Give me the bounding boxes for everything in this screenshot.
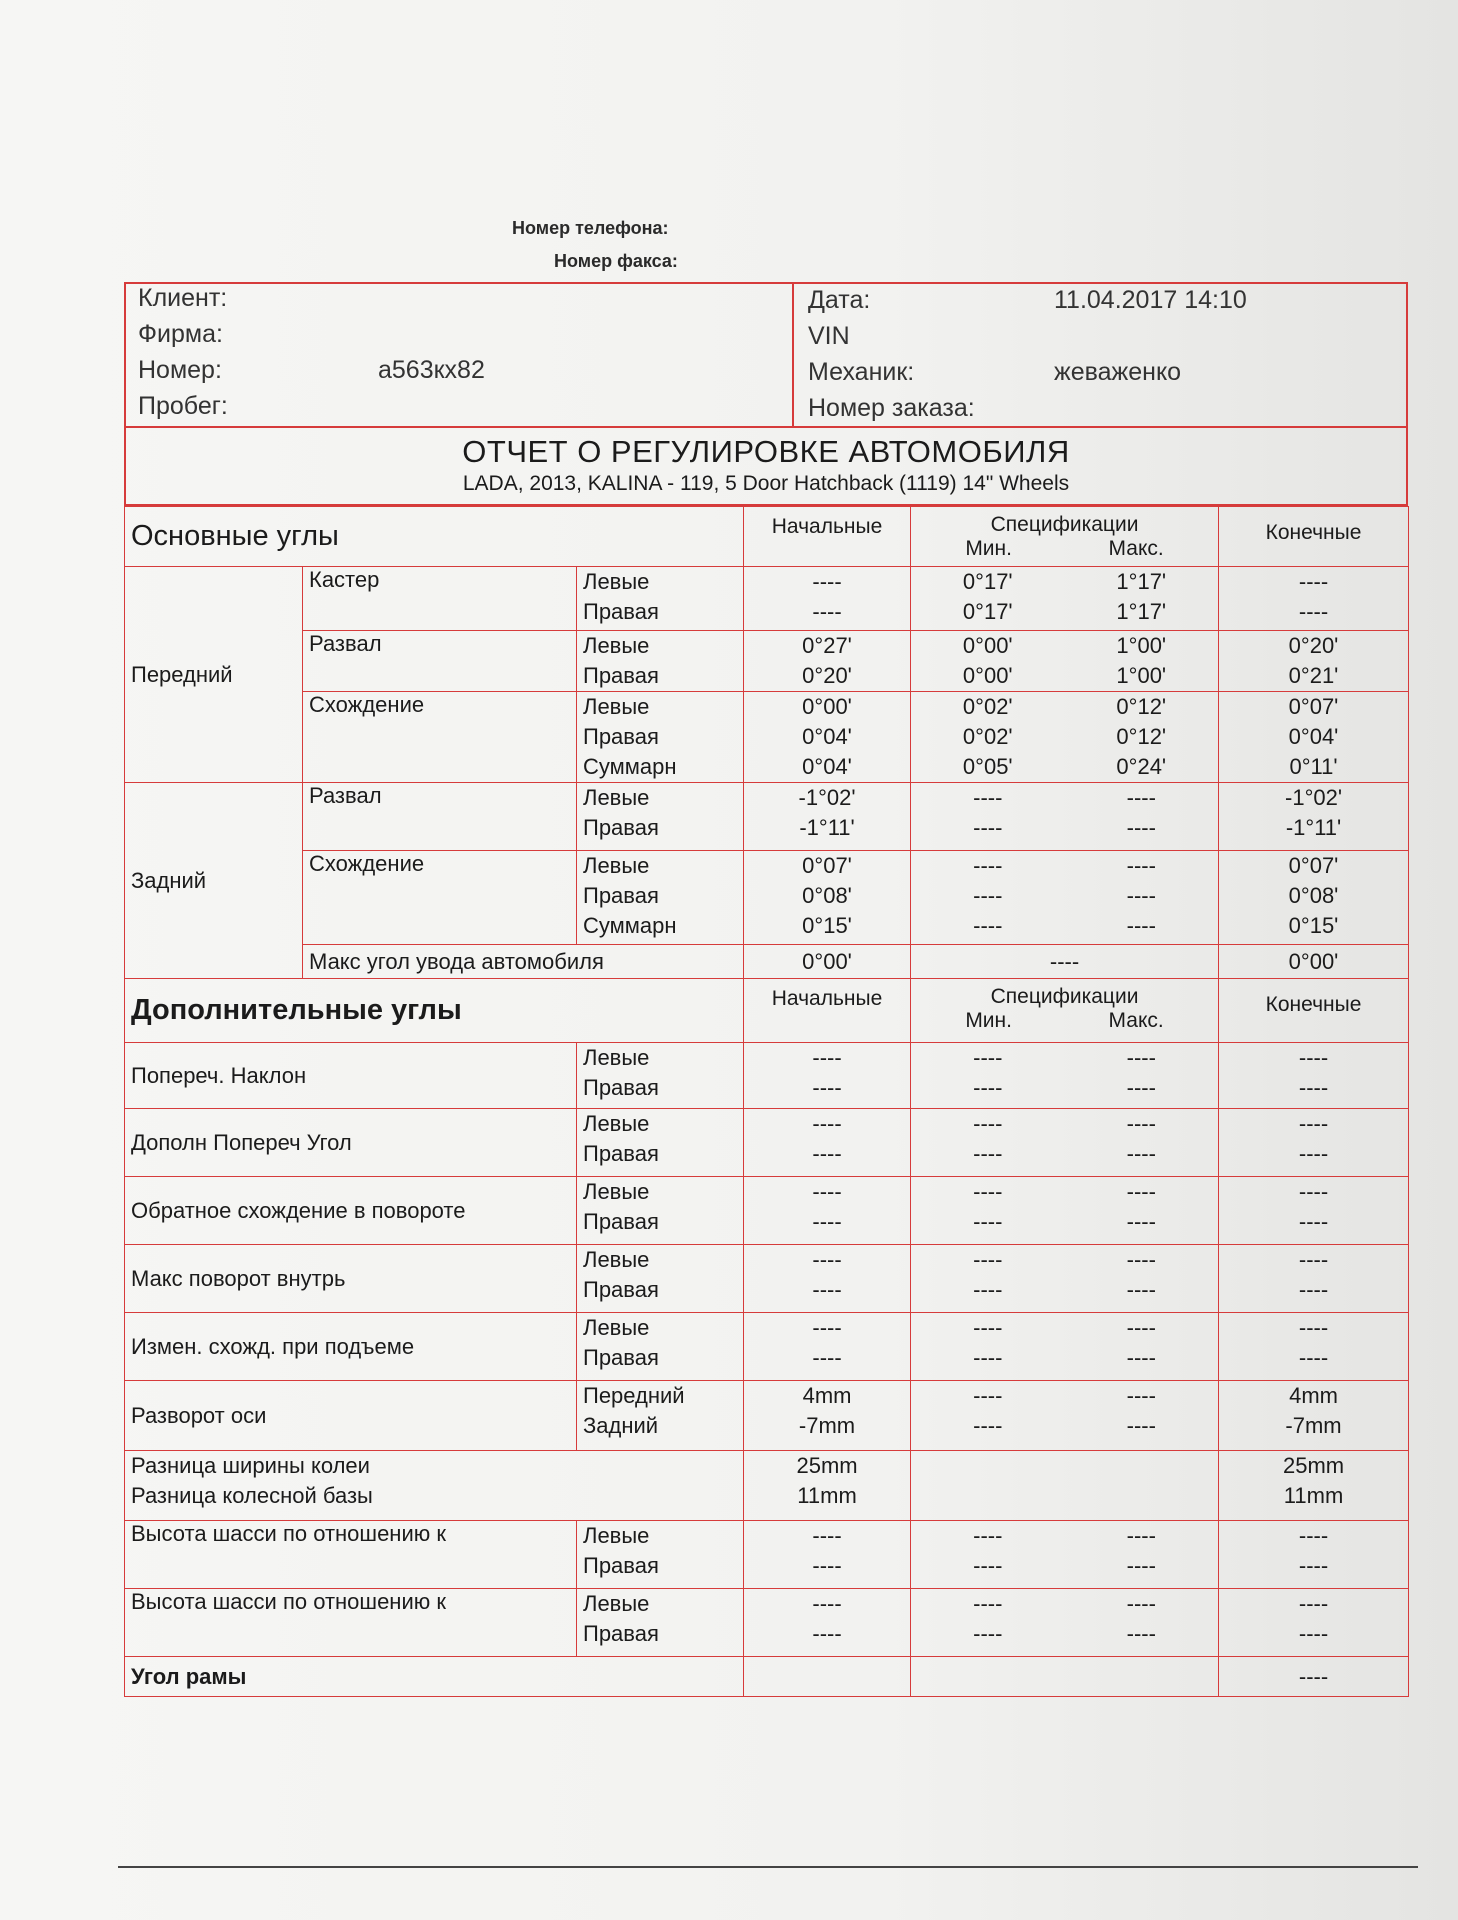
value: 11mm [797,1483,857,1508]
extra-row-sides [577,1177,744,1245]
value: -1°11' [1285,815,1342,840]
main-section-title: Основные углы [125,507,744,567]
value: ---- [1126,1179,1156,1204]
extra-section-title: Дополнительные углы [125,979,744,1043]
value: 0°07' [1288,694,1339,719]
value: ---- [1126,1277,1156,1302]
firm-label: Фирма: [138,320,223,348]
extra-row-min [911,1313,1065,1381]
value: ---- [973,1247,1003,1272]
value: -1°11' [799,815,855,840]
main-col-spec [911,507,1219,567]
value: 1°17' [1116,599,1167,624]
extra-row-min [911,1245,1065,1313]
value: ---- [812,1111,842,1136]
value: 0°15' [1288,913,1339,938]
date-label: Дата: [808,286,871,314]
camber-rear-max [1065,783,1219,851]
main-header-row [125,507,1409,567]
side-left: Левые [583,1045,650,1070]
toe-front-name [303,692,577,783]
side-left: Левые [583,1247,650,1272]
value: 0°27' [802,633,852,658]
side-left: Левые [583,1315,650,1340]
side-left: Левые [583,1591,650,1616]
track-wheelbase-final [1219,1451,1409,1521]
toe-rear-final [1219,851,1409,945]
value: -7mm [1285,1413,1342,1438]
report-title-box [124,428,1408,506]
toe-rear-init [744,851,911,945]
value: ---- [1298,1209,1329,1234]
main-col-final: Конечные [1219,507,1409,567]
side-left: Левые [583,1523,650,1548]
axle-offset-init [744,1381,911,1451]
caster-min [911,567,1065,631]
chassis-height-max-1 [1065,1521,1219,1589]
value: 0°20' [802,663,852,688]
axle-rear: Задний [583,1413,659,1438]
extra-row-final [1219,1245,1409,1313]
extra-spec-label: Спецификации [990,985,1139,1008]
date-value: 11.04.2017 14:10 [1054,286,1247,314]
extra-spec-max: Макс. [1108,1009,1164,1032]
report-subtitle: LADA, 2013, KALINA - 119, 5 Door Hatchback (1119) 14" Wheels [462,472,1070,495]
value: 0°04' [1288,724,1339,749]
main-spec-min: Мин. [965,537,1012,560]
value: ---- [1126,1413,1156,1438]
value: 0°00' [962,633,1013,658]
value: ---- [1126,1383,1156,1408]
camber-rear-row [125,783,1409,851]
value: ---- [973,1141,1003,1166]
value: ---- [1298,1247,1329,1272]
extra-row [125,1245,1409,1313]
camber-rear-final [1219,783,1409,851]
camber-rear-init [744,783,911,851]
value: ---- [973,1413,1003,1438]
chassis-height-row-1 [125,1521,1409,1589]
side-left: Левые [583,633,650,658]
value: ---- [973,785,1003,810]
value: ---- [1298,1111,1329,1136]
extra-row-min [911,1109,1065,1177]
alignment-table [124,506,1409,1697]
value: ---- [973,1111,1003,1136]
extra-row-max [1065,1043,1219,1109]
value: 0°08' [1288,883,1339,908]
extra-row-init [744,1109,911,1177]
side-right: Правая [583,599,659,624]
axle-offset-final [1219,1381,1409,1451]
value: ---- [1126,913,1156,938]
value: ---- [973,1553,1003,1578]
mileage-label: Пробег: [138,392,228,420]
client-label: Клиент: [138,284,228,312]
value: -1°02' [1285,785,1343,810]
camber-rear-min [911,783,1065,851]
side-left: Левые [583,1179,650,1204]
value: ---- [1126,1141,1156,1166]
toe-front-final [1219,692,1409,783]
axle-offset-name: Разворот оси [125,1381,577,1451]
value: ---- [1126,1075,1156,1100]
camber-front-sides [577,631,744,692]
extra-row-sides [577,1109,744,1177]
extra-row-max [1065,1245,1219,1313]
value: ---- [1298,1277,1329,1302]
toe-rear-sides [577,851,744,945]
value: 25mm [1282,1453,1345,1478]
track-wheelbase-row [125,1451,1409,1521]
value: ---- [973,1209,1003,1234]
value: ---- [812,1345,842,1370]
value: 0°20' [1288,633,1339,658]
axle-offset-row [125,1381,1409,1451]
toe-rear-row [125,851,1409,945]
side-right: Правая [583,1621,659,1646]
value: ---- [812,1179,842,1204]
value: ---- [973,815,1003,840]
chassis-height-max-2 [1065,1589,1219,1657]
frame-angle-row [125,1657,1409,1697]
value: ---- [973,1045,1003,1070]
chassis-height-init-2 [744,1589,911,1657]
value: 0°12' [1116,694,1167,719]
thrust-final: 0°00' [1219,945,1409,979]
camber-front-init [744,631,911,692]
thrust-row [125,945,1409,979]
main-spec-label: Спецификации [990,513,1139,536]
side-left: Левые [583,785,650,810]
phone-label: Номер телефона: [512,218,669,238]
side-right: Правая [583,663,659,688]
side-right: Правая [583,1277,659,1302]
value: ---- [973,1315,1003,1340]
extra-row [125,1043,1409,1109]
axle-offset-min [911,1381,1065,1451]
value: ---- [812,1247,842,1272]
extra-row-min [911,1043,1065,1109]
value: ---- [1298,1179,1329,1204]
toe-front-row [125,692,1409,783]
value: ---- [973,1345,1003,1370]
extra-col-final: Конечные [1219,979,1409,1043]
value: ---- [1298,1075,1329,1100]
value: 0°17' [962,569,1013,594]
value: 0°04' [802,724,852,749]
value: ---- [1298,569,1329,594]
rear-group-label: Задний [125,783,303,979]
extra-row-init [744,1043,911,1109]
frame-angle-name: Угол рамы [125,1657,744,1697]
extra-row-name: Обратное схождение в повороте [125,1177,577,1245]
value: ---- [812,1045,842,1070]
value: 1°17' [1116,569,1167,594]
track-wheelbase-init [744,1451,911,1521]
thrust-name: Макс угол увода автомобиля [303,945,744,979]
value: ---- [1126,815,1156,840]
value: ---- [973,883,1003,908]
camber-front-final [1219,631,1409,692]
track-wheelbase-names [125,1451,744,1521]
extra-row-final [1219,1313,1409,1381]
camber-front-name [303,631,577,692]
value: ---- [812,569,842,594]
value: ---- [1126,1345,1156,1370]
frame-angle-init [744,1657,911,1697]
extra-row-min [911,1177,1065,1245]
toe-label: Схождение [309,692,425,717]
value: 0°02' [962,724,1013,749]
toe-front-max [1065,692,1219,783]
chassis-height-min-2 [911,1589,1065,1657]
side-right: Правая [583,1141,659,1166]
toe-front-init [744,692,911,783]
wheelbase-diff-label: Разница колесной базы [131,1483,373,1508]
camber-label: Развал [309,783,382,808]
value: ---- [1126,853,1156,878]
side-right: Правая [583,1345,659,1370]
main-spec-max: Макс. [1108,537,1164,560]
caster-sides [577,567,744,631]
value: ---- [812,1075,842,1100]
value: 0°17' [962,599,1013,624]
camber-front-row [125,631,1409,692]
chassis-height-final-1 [1219,1521,1409,1589]
client-info-box [124,282,1408,428]
track-width-diff-label: Разница ширины колеи [131,1453,370,1478]
value: ---- [812,1141,842,1166]
extra-col-initial: Начальные [744,979,911,1043]
extra-row-sides [577,1245,744,1313]
value: ---- [973,1179,1003,1204]
extra-row-name: Попереч. Наклон [125,1043,577,1109]
side-right: Правая [583,1075,659,1100]
value: 0°00' [962,663,1013,688]
value: ---- [1126,785,1156,810]
chassis-height-init-1 [744,1521,911,1589]
toe-front-min [911,692,1065,783]
vin-label: VIN [808,322,850,350]
caster-name [303,567,577,631]
value: ---- [1126,1591,1156,1616]
caster-row [125,567,1409,631]
extra-row-final [1219,1177,1409,1245]
value: ---- [812,1591,842,1616]
value: 4mm [802,1383,852,1408]
side-right: Правая [583,724,659,749]
extra-row-name: Макс поворот внутрь [125,1245,577,1313]
axle-offset-sides [577,1381,744,1451]
side-left: Левые [583,853,650,878]
chassis-height-name-2: Высота шасси по отношению к [125,1589,577,1657]
value: ---- [1126,1621,1156,1646]
side-right: Правая [583,1209,659,1234]
extra-row-name: Измен. схожд. при подъеме [125,1313,577,1381]
chassis-height-sides-2 [577,1589,744,1657]
chassis-height-sides-1 [577,1521,744,1589]
report-title: ОТЧЕТ О РЕГУЛИРОВКЕ АВТОМОБИЛЯ [462,434,1070,469]
toe-rear-min [911,851,1065,945]
camber-front-min [911,631,1065,692]
side-total: Суммарн [583,754,677,779]
value: ---- [973,1621,1003,1646]
caster-label: Кастер [309,567,380,592]
value: ---- [1298,1553,1329,1578]
value: -7mm [798,1413,856,1438]
value: 0°00' [802,694,852,719]
footer-rule [118,1866,1418,1868]
value: -1°02' [798,785,856,810]
extra-row-name: Дополн Попереч Угол [125,1109,577,1177]
value: ---- [812,1553,842,1578]
value: ---- [1298,1045,1329,1070]
frame-angle-spec [911,1657,1219,1697]
value: ---- [973,1383,1003,1408]
value: 0°11' [1289,754,1338,779]
thrust-init: 0°00' [744,945,911,979]
value: ---- [1298,1621,1329,1646]
extra-col-spec [911,979,1219,1043]
extra-row [125,1313,1409,1381]
extra-header-row [125,979,1409,1043]
value: ---- [1126,1553,1156,1578]
thrust-spec: ---- [911,945,1219,979]
side-left: Левые [583,1111,650,1136]
value: ---- [1126,1111,1156,1136]
value: 0°07' [802,853,852,878]
chassis-height-row-2 [125,1589,1409,1657]
value: ---- [1298,1345,1329,1370]
value: ---- [812,599,842,624]
value: 0°15' [802,913,852,938]
camber-rear-sides [577,783,744,851]
main-col-initial: Начальные [744,507,911,567]
value: 0°04' [802,754,852,779]
value: 0°12' [1116,724,1167,749]
extra-row-max [1065,1177,1219,1245]
info-divider [792,284,794,426]
value: ---- [1126,1523,1156,1548]
extra-row [125,1109,1409,1177]
value: ---- [973,1075,1003,1100]
extra-row-max [1065,1109,1219,1177]
camber-label: Развал [309,631,382,656]
side-total: Суммарн [583,913,677,938]
extra-row-max [1065,1313,1219,1381]
frame-angle-final: ---- [1219,1657,1409,1697]
value: ---- [973,1591,1003,1616]
extra-row-init [744,1245,911,1313]
value: ---- [1126,883,1156,908]
value: ---- [812,1621,842,1646]
value: ---- [1298,1315,1329,1340]
caster-max [1065,567,1219,631]
value: ---- [1298,599,1329,624]
value: 4mm [1289,1383,1338,1408]
chassis-height-final-2 [1219,1589,1409,1657]
chassis-height-min-1 [911,1521,1065,1589]
value: ---- [812,1277,842,1302]
caster-init [744,567,911,631]
value: 0°07' [1288,853,1339,878]
number-label: Номер: [138,356,222,384]
side-left: Левые [583,569,650,594]
value: ---- [812,1315,842,1340]
value: 0°02' [962,694,1013,719]
value: 1°00' [1116,633,1167,658]
extra-row-sides [577,1313,744,1381]
value: 0°08' [802,883,852,908]
value: 0°24' [1116,754,1167,779]
extra-row-init [744,1313,911,1381]
value: ---- [1298,1523,1329,1548]
value: 25mm [796,1453,858,1478]
value: ---- [1126,1045,1156,1070]
value: ---- [973,1523,1003,1548]
side-left: Левые [583,694,650,719]
extra-row-final [1219,1109,1409,1177]
value: ---- [812,1523,842,1548]
track-wheelbase-spec [911,1451,1219,1521]
order-label: Номер заказа: [808,394,975,422]
toe-rear-max [1065,851,1219,945]
front-group-label: Передний [125,567,303,783]
value: ---- [1298,1591,1329,1616]
axle-offset-max [1065,1381,1219,1451]
value: ---- [973,1277,1003,1302]
value: 0°21' [1288,663,1339,688]
camber-front-max [1065,631,1219,692]
value: ---- [812,1209,842,1234]
toe-label: Схождение [309,851,425,876]
toe-front-sides [577,692,744,783]
side-right: Правая [583,883,659,908]
value: 1°00' [1116,663,1167,688]
extra-row [125,1177,1409,1245]
toe-rear-name [303,851,577,945]
mechanic-label: Механик: [808,358,915,386]
caster-final [1219,567,1409,631]
value: 0°05' [962,754,1013,779]
extra-row-sides [577,1043,744,1109]
extra-row-init [744,1177,911,1245]
value: ---- [1126,1247,1156,1272]
camber-rear-name [303,783,577,851]
fax-label: Номер факса: [554,251,678,271]
side-right: Правая [583,815,659,840]
chassis-height-name-1: Высота шасси по отношению к [125,1521,577,1589]
value: ---- [1126,1209,1156,1234]
value: 11mm [1283,1483,1344,1508]
extra-spec-min: Мин. [965,1009,1012,1032]
value: ---- [973,853,1003,878]
value: ---- [973,913,1003,938]
side-right: Правая [583,1553,659,1578]
number-value: a563кх82 [378,356,485,384]
extra-row-final [1219,1043,1409,1109]
mechanic-value: жеваженко [1054,358,1182,386]
value: ---- [1126,1315,1156,1340]
value: ---- [1298,1141,1329,1166]
axle-front: Передний [583,1383,685,1408]
